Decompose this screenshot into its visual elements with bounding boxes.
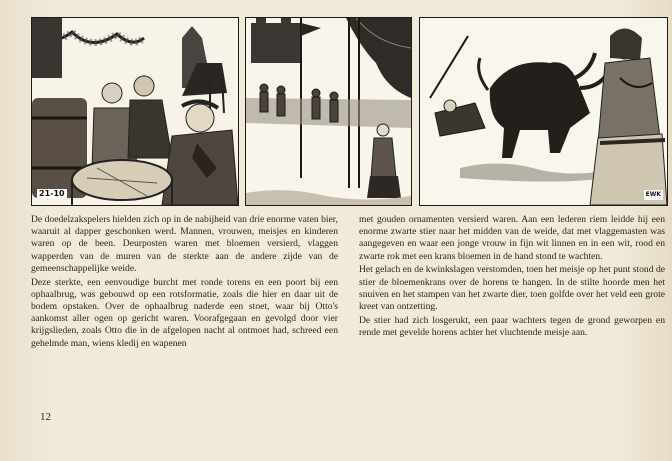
paragraph: De stier had zich losgerukt, een paar wachters tegen de grond geworpen en rende met gevelde horens achter het vluchtende meisje aan. (359, 314, 665, 338)
paragraph: met gouden ornamenten versierd waren. Aan een lederen riem leidde hij een enorme zwarte stier naar het midden van de weide, dat met vlaggemasten was aangegeven en waar een jonge vrouw in fijn wit linnen en in een wit, rood en zwarte rok met een krans bloemen in de hand stond te wachten. (359, 214, 665, 262)
paragraph: De doedelzakspelers hielden zich op in de nabijheid van drie enorme vaten bier, waaruit al dapper geschonken werd. Mannen, vrouwen, meisjes en kinderen waren op de been. Deurposten waren met bloemen versierd, vlaggen wapperden van de muren van de sterkte aan de andere zijde van de gemeenschappelijke weide. (31, 214, 338, 274)
paragraph: Het gelach en de kwinkslagen verstomden, toen het meisje op het punt stond de stier de bloemenkrans over de horens te hangen. In de stilte hoorde men het snuiven en het stampen van het zwarte dier, toen golfde over het veld een grote kreet van ontzetting. (359, 264, 665, 312)
festival-illustration (32, 18, 238, 205)
comic-panel-bull (419, 17, 668, 206)
paragraph: Deze sterkte, een eenvoudige burcht met ronde torens en een poort bij een ophaalbrug, was gebouwd op een rotsformatie, zoals die hier en daar uit de bodem opstaken. Over de ophaalbrug naderde een stoet, waar bij Otto's aankomst aller ogen op gericht waren. Voorafgegaan en gevolgd door vier krijgslieden, zoals Otto die in de afgelopen nacht al ontmoet had, schreed een gehelmde man, wiens kledij en wapenen (31, 276, 338, 349)
bull-illustration (420, 18, 667, 205)
artist-signature: EWK (645, 191, 661, 198)
page-number: 12 (40, 411, 51, 423)
text-column-right (359, 214, 665, 341)
comic-panel-procession (245, 17, 412, 206)
comic-panel-festival (31, 17, 239, 206)
text-column-left (31, 214, 338, 351)
panel-code-label: 21-10 (39, 189, 65, 198)
procession-illustration (246, 18, 411, 205)
